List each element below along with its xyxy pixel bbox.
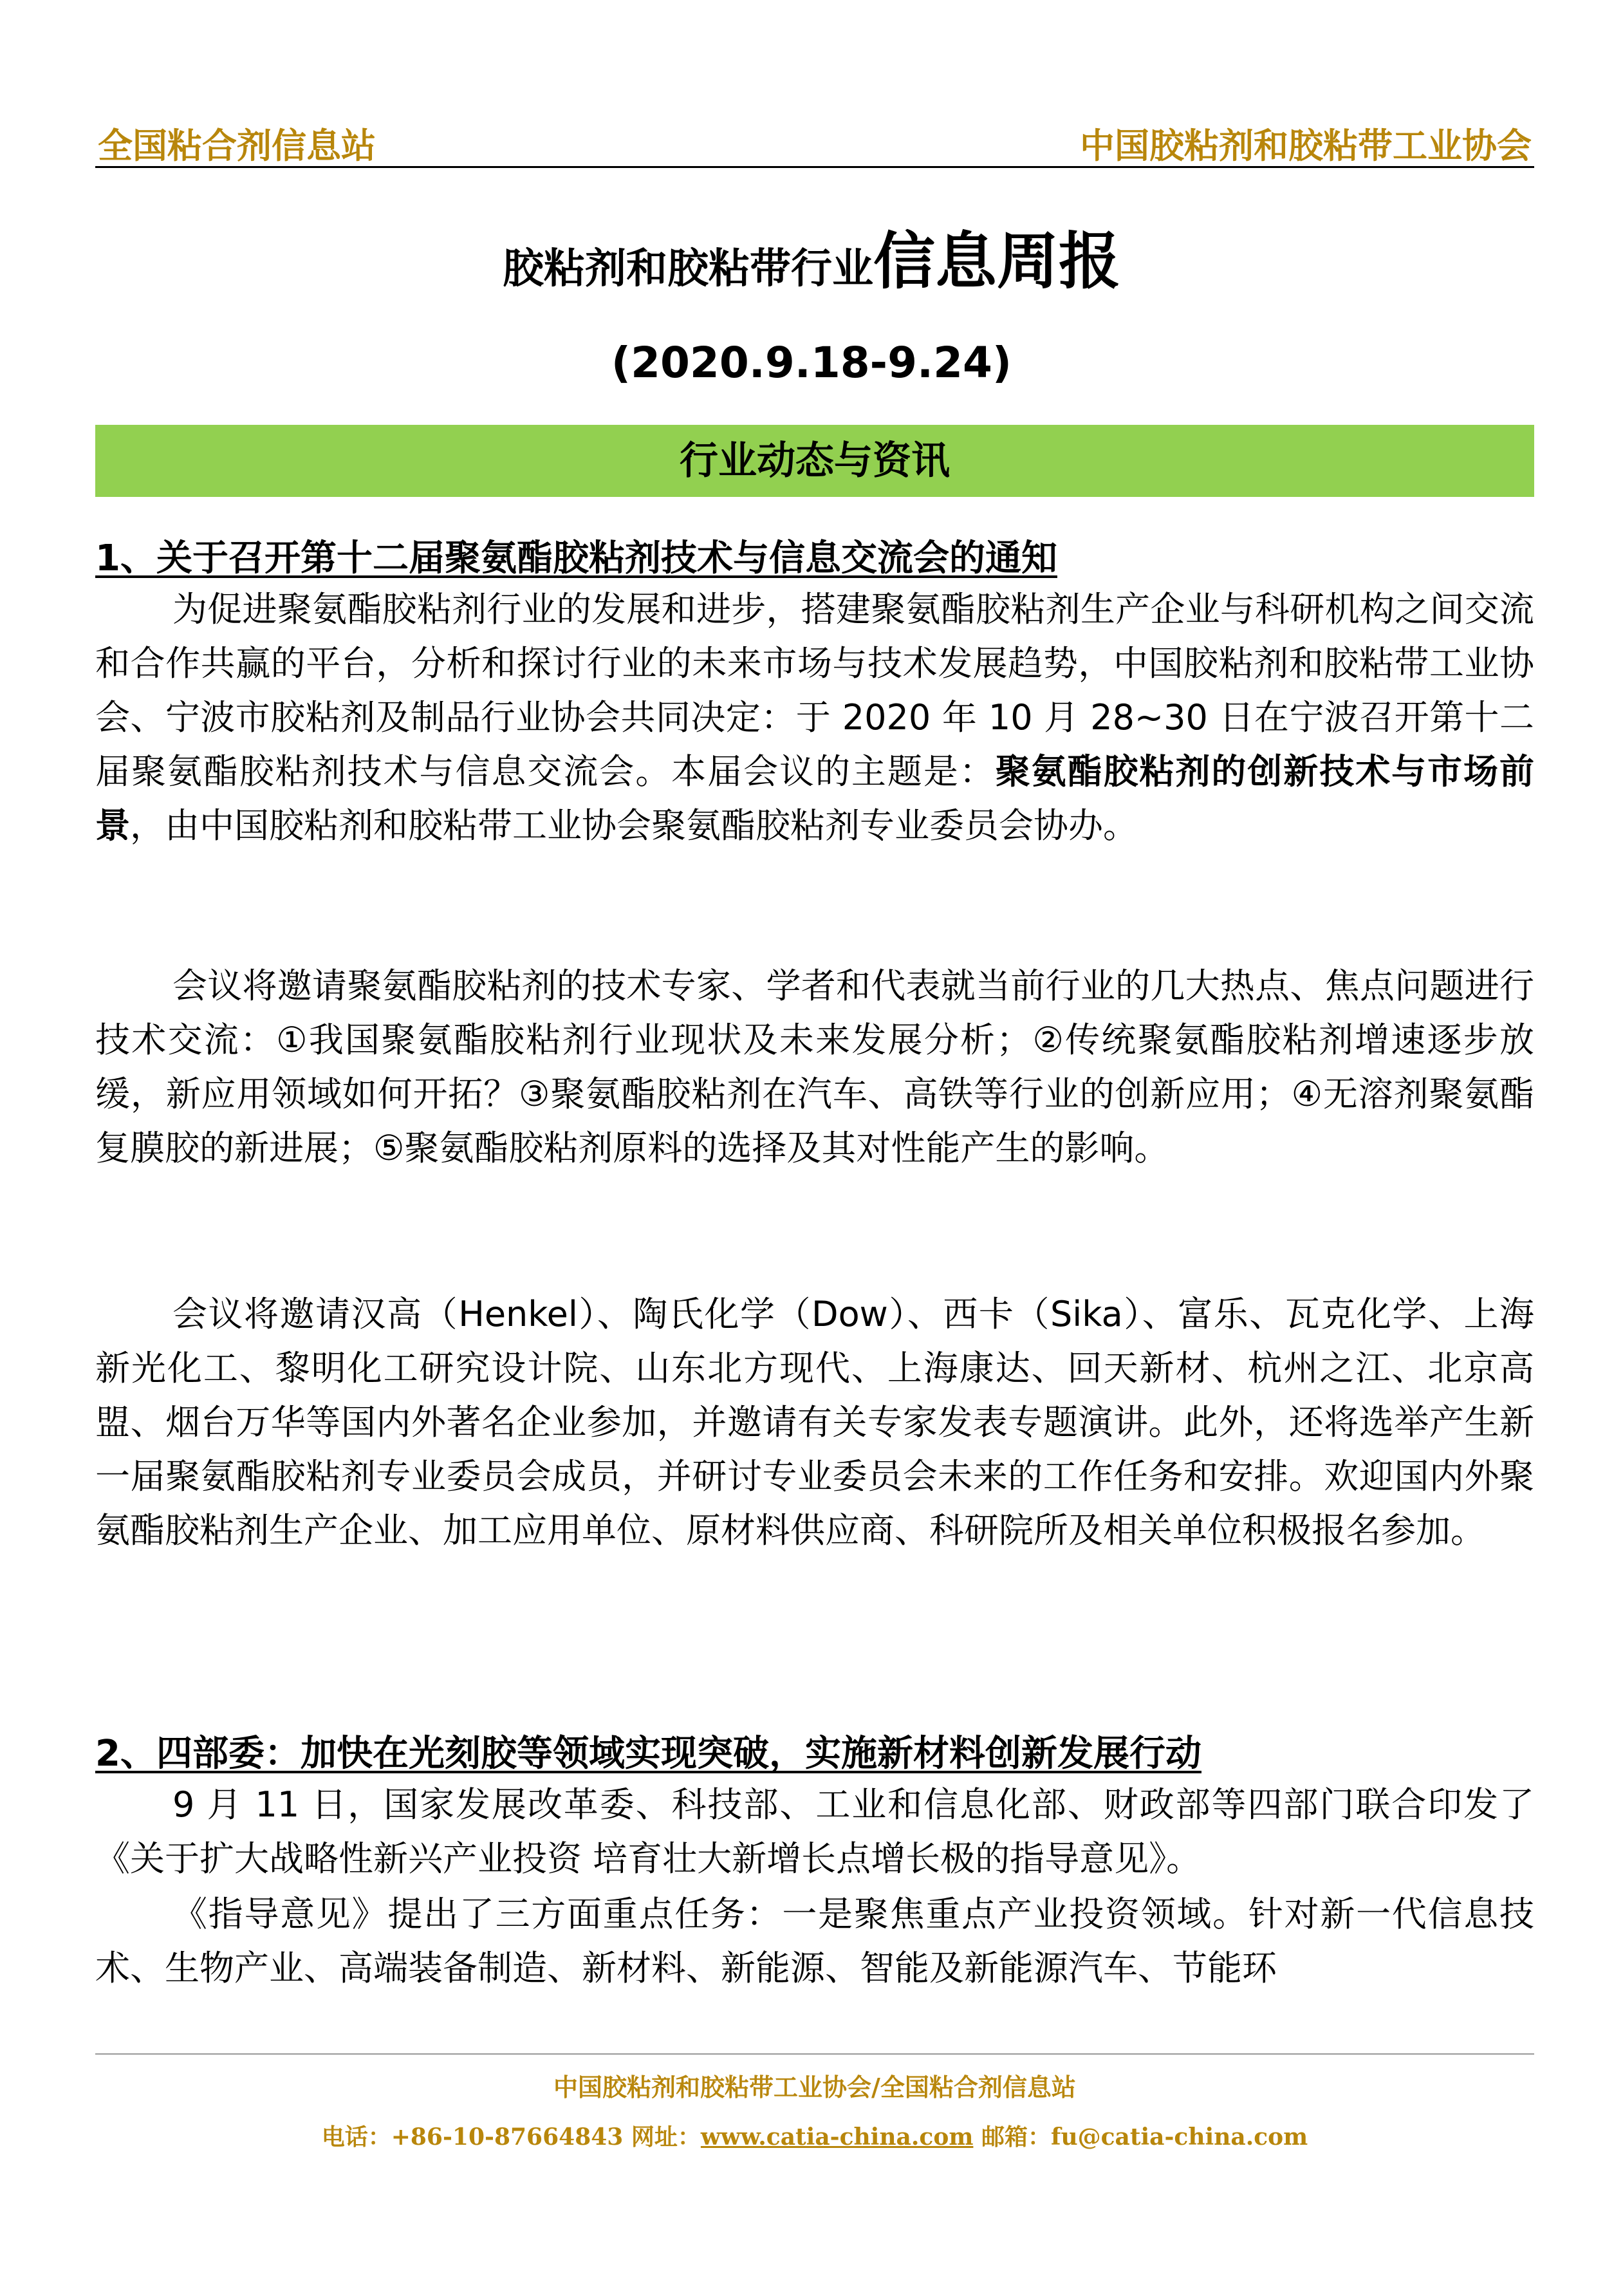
section-2-paragraph-2: 《指导意见》提出了三方面重点任务：一是聚焦重点产业投资领域。针对新一代信息技术、生物产业、高端装备制造、新材料、新能源、智能及新能源汽车、节能环 <box>95 1894 1534 1988</box>
section-2-title: 2、四部委：加快在光刻胶等领域实现突破，实施新材料创新发展行动 <box>95 1733 1201 1775</box>
report-title-main: 信息周报 <box>873 225 1120 297</box>
section-1-theme-bold: 聚氨酯胶粘剂的创新技术与市场前景 <box>95 751 1534 846</box>
section-banner: 行业动态与资讯 <box>95 425 1534 497</box>
section-2-paragraph-1: 9 月 11 日，国家发展改革委、科技部、工业和信息化部、财政部等四部门联合印发了《关于扩大战略性新兴产业投资 培育壮大新增长点增长极的指导意见》。 <box>95 1784 1534 1879</box>
page-header <box>95 115 1534 168</box>
section-1-paragraph-3: 会议将邀请汉高（Henkel）、陶氏化学（Dow）、西卡（Sika）、富乐、瓦克化学、上海新光化工、黎明化工研究设计院、山东北方现代、上海康达、回天新材、杭州之江、北京高盟、烟台万华等国内外著名企业参加，并邀请有关专家发表专题演讲。此外，还将选举产生新一届聚氨酯胶粘剂专业委员会成员，并研讨专业委员会未来的工作任务和安排。欢迎国内外聚氨酯胶粘剂生产企业、加工应用单位、原材料供应商、科研院所及相关单位积极报名参加。 <box>95 1294 1534 1551</box>
section-1-title: 1、关于召开第十二届聚氨酯胶粘剂技术与信息交流会的通知 <box>95 537 1057 579</box>
section-1-paragraph-2: 会议将邀请聚氨酯胶粘剂的技术专家、学者和代表就当前行业的几大热点、焦点问题进行技术交流：①我国聚氨酯胶粘剂行业现状及未来发展分析；②传统聚氨酯胶粘剂增速逐步放缓，新应用领域如何开拓？③聚氨酯胶粘剂在汽车、高铁等行业的创新应用；④无溶剂聚氨酯复膜胶的新进展；⑤聚氨酯胶粘剂原料的选择及其对性能产生的影响。 <box>95 966 1534 1168</box>
section-1-paragraph-1-text-b: ，由中国胶粘剂和胶粘带工业协会聚氨酯胶粘剂专业委员会协办。 <box>130 805 1138 846</box>
section-1-paragraph-1-text-a: 为促进聚氨酯胶粘剂行业的发展和进步，搭建聚氨酯胶粘剂生产企业与科研机构之间交流和合作共赢的平台，分析和探讨行业的未来市场与技术发展趋势，中国胶粘剂和胶粘带工业协会、宁波市胶粘剂及制品行业协会共同决定：于 2020 年 10 月 28~30 日在宁波召开第十二届聚氨酯胶粘剂技术与信息交流会。本届会议的主题是： <box>95 589 1534 792</box>
footer-organization: 中国胶粘剂和胶粘带工业协会/全国粘合剂信息站 <box>553 2073 1076 2102</box>
footer-phone: 电话：+86-10-87664843 网址： <box>321 2123 701 2151</box>
footer-contact <box>95 2119 1534 2152</box>
header-right-association-name: 中国胶粘剂和胶粘带工业协会 <box>1080 125 1532 166</box>
header-left-site-name: 全国粘合剂信息站 <box>98 125 376 166</box>
report-title <box>0 212 1623 301</box>
page-footer <box>95 2053 1534 2151</box>
section-1-paragraph-1 <box>95 583 1534 853</box>
report-title-prefix: 胶粘剂和胶粘带行业 <box>503 245 873 293</box>
footer-website-link[interactable]: www.catia-china.com <box>700 2123 974 2151</box>
footer-email: 邮箱：fu@catia-china.com <box>973 2123 1308 2151</box>
date-range: (2020.9.18-9.24) <box>611 338 1012 387</box>
